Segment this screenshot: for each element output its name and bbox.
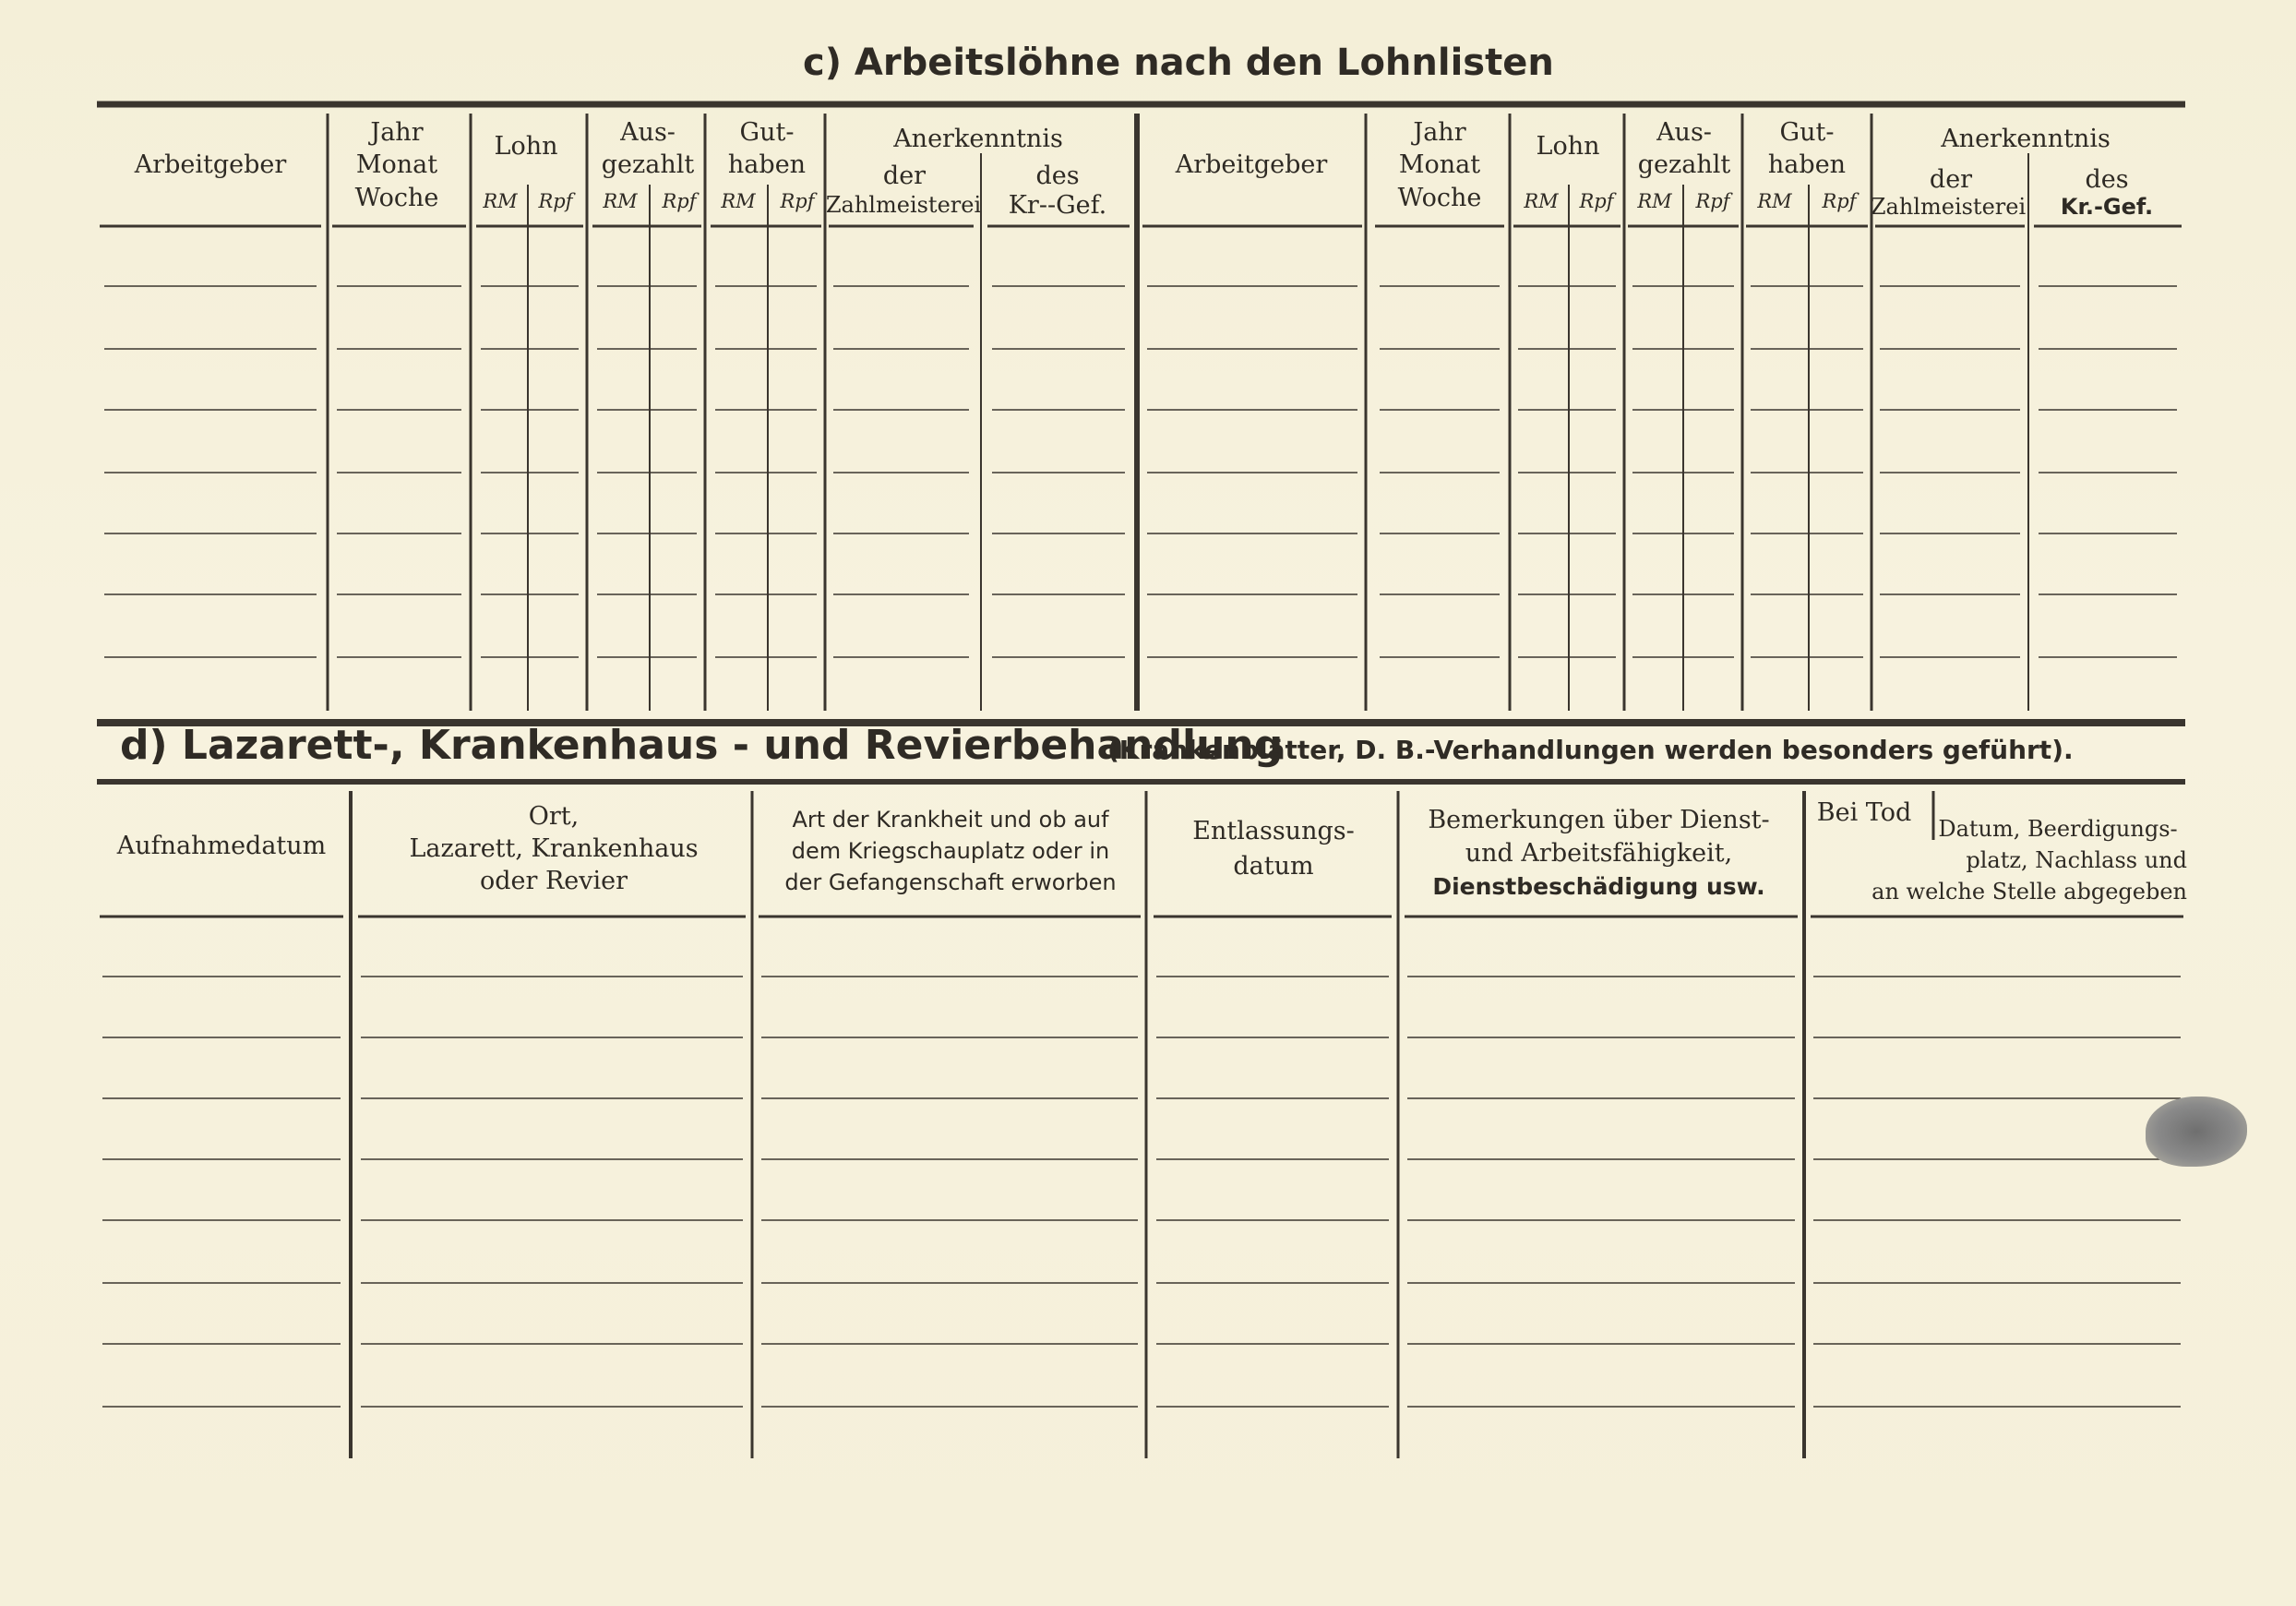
header-krgef-left: Kr--Gef. <box>1008 191 1107 220</box>
header-aus-left: Aus- <box>620 118 676 147</box>
header-art-line3: der Gefangenschaft erworben <box>784 869 1117 895</box>
header-rm-ausgezahlt-right: RM <box>1637 190 1672 212</box>
header-rm-lohn-left: RM <box>483 190 518 212</box>
header-bemerkungen-line3: Dienstbeschädigung usw. <box>1432 873 1765 900</box>
header-des-right: des <box>2085 165 2129 194</box>
header-bemerkungen-line1: Bemerkungen über Dienst- <box>1428 806 1770 834</box>
header-rpf-guthaben-left: Rpf <box>780 190 815 212</box>
header-ort-line2: Lazarett, Krankenhaus <box>409 834 699 863</box>
header-rpf-guthaben-right: Rpf <box>1822 190 1857 212</box>
header-zahlmeisterei-left: Zahlmeisterei <box>825 192 982 218</box>
header-tod-line3: an welche Stelle abgegeben <box>1871 879 2187 905</box>
header-ort-line3: oder Revier <box>479 867 628 895</box>
header-gut-left: Gut- <box>739 118 795 147</box>
header-lohn-left: Lohn <box>494 132 558 161</box>
header-anerkenntnis-right: Anerkenntnis <box>1941 125 2111 153</box>
header-woche-right: Woche <box>1397 184 1482 212</box>
header-arbeitgeber-left: Arbeitgeber <box>134 150 287 179</box>
section-c-title: c) Arbeitslöhne nach den Lohnlisten <box>803 42 1554 84</box>
header-monat-left: Monat <box>355 150 438 179</box>
header-jahr-left: Jahr <box>370 118 424 147</box>
header-der-left: der <box>882 162 927 190</box>
section-d-title: d) Lazarett-, Krankenhaus - und Revierbehandlung <box>120 722 1284 769</box>
punch-hole <box>2146 1097 2247 1167</box>
header-krgef-right: Kr.-Gef. <box>2060 194 2154 220</box>
header-rm-guthaben-left: RM <box>721 190 756 212</box>
header-gezahlt-left: gezahlt <box>601 150 695 179</box>
header-aufnahmedatum: Aufnahmedatum <box>116 832 327 860</box>
header-haben-right: haben <box>1767 150 1847 179</box>
header-monat-right: Monat <box>1398 150 1481 179</box>
header-gut-right: Gut- <box>1779 118 1835 147</box>
header-tod-line2: platz, Nachlass und <box>1966 847 2187 873</box>
header-rm-lohn-right: RM <box>1524 190 1559 212</box>
header-ort-line1: Ort, <box>528 802 580 831</box>
header-bemerkungen-line2: und Arbeitsfähigkeit, <box>1465 839 1733 868</box>
header-lohn-right: Lohn <box>1536 132 1600 161</box>
header-haben-left: haben <box>727 150 807 179</box>
header-woche-left: Woche <box>354 184 439 212</box>
header-rm-ausgezahlt-left: RM <box>603 190 638 212</box>
header-zahlmeisterei-right: Zahlmeisterei <box>1870 194 2027 220</box>
header-rpf-ausgezahlt-left: Rpf <box>662 190 697 212</box>
header-rm-guthaben-right: RM <box>1757 190 1792 212</box>
header-entlassung-line1: Entlassungs- <box>1192 817 1355 845</box>
header-tod-line1: Datum, Beerdigungs- <box>1938 816 2178 842</box>
header-anerkenntnis-left: Anerkenntnis <box>893 125 1063 153</box>
header-art-line1: Art der Krankheit und ob auf <box>792 807 1109 833</box>
header-rpf-ausgezahlt-right: Rpf <box>1695 190 1730 212</box>
header-jahr-right: Jahr <box>1413 118 1466 147</box>
header-rpf-lohn-left: Rpf <box>538 190 573 212</box>
header-bei-tod: Bei Tod <box>1816 798 1912 827</box>
header-arbeitgeber-right: Arbeitgeber <box>1175 150 1328 179</box>
header-art-line2: dem Kriegschauplatz oder in <box>791 838 1110 864</box>
section-d-note: (Krankenblätter, D. B.-Verhandlungen werden besonders geführt). <box>1107 735 2074 765</box>
header-entlassung-line2: datum <box>1233 852 1314 881</box>
header-gezahlt-right: gezahlt <box>1637 150 1731 179</box>
header-der-right: der <box>1929 165 1973 194</box>
header-des-left: des <box>1035 162 1080 190</box>
header-rpf-lohn-right: Rpf <box>1579 190 1614 212</box>
header-aus-right: Aus- <box>1656 118 1712 147</box>
